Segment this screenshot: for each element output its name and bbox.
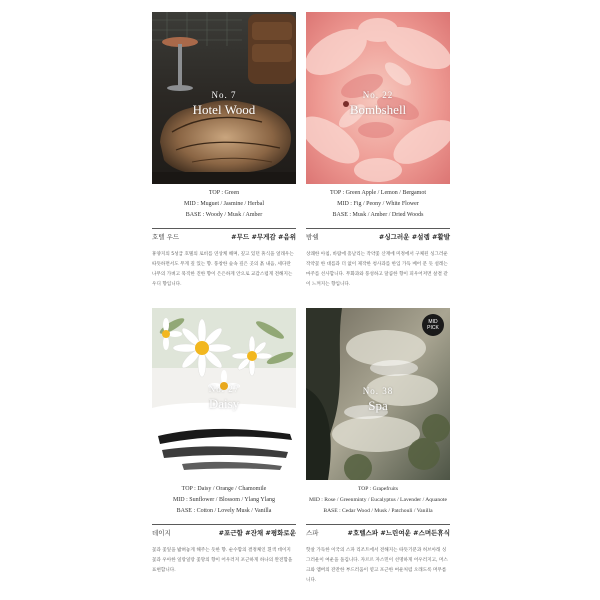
korean-name: 호텔 우드 [152,233,180,241]
hashtags: #싱그러운 #설렘 #활발 [378,233,450,241]
base-note: BASE : Cedar Wood / Musk / Patchouli / Vanilla [323,508,433,514]
perfume-number: No. 38 [362,386,394,396]
mid-pick-badge: MID PICK [422,314,444,336]
description: 꽃과 꽃잎을 밟혀놓게 해주는 듯한 향. 순수함의 결정체인 흰색 데이지 꽃과 우아한 일랑일랑 꽃망의 향이 어우러져 포근하게 하나의 완전함을 표현합니다. [152,548,293,573]
perfume-number: No. 7 [211,90,237,100]
title-row [152,232,296,246]
description: 휴양지의 5성급 호텔의 로비를 연상케 해며, 깊고 있던 휴식을 얼래우는 따뜻하면서도 무게 깊 있는 향. 풍창한 숲속 깊은 곳의 흙 내음, 세다란 나무의 가벼고 묵직한 진한 향이 은은하게 안으로 교감스럽게 전해지는 우디 향입니다. [152,252,294,287]
hotel-wood-photo [152,12,296,184]
scent-notes [306,484,450,517]
base-note: BASE : Woody / Musk / Amber [185,212,263,218]
spa-photo [306,308,450,480]
scent-notes [152,484,296,517]
korean-name: 밤쉘 [306,233,319,241]
perfume-name: Spa [368,398,388,413]
title-row [306,528,450,542]
description: 핫살 가득한 이국의 스파 리조트에서 전해지는 따뜻기분과 허브아래 싱그러운이 여운을 돌깁니다. 자르르 자스민이 선명하게 어우러지고, 머스크와 앰버의 잔잔한 부드러움이 옅고 포근한 여운처럼 오래도록 머무릅니다. [306,548,448,583]
hashtags: #무드 #무게감 #음위 [231,233,296,241]
korean-name: 데이지 [152,529,171,537]
daisy-photo [152,308,296,480]
perfume-number: No. 27 [208,384,240,394]
description: 상쾌한 아침, 바람에 흩날리는 작약꽃 산재에 미정에서 구체된 싱그러운 작약꽃 한 대를과 더 없이 제작한 청사과를 한입 가득 베어 문 듯 설레는 마주를 선사합니다. 무화과와 풍성하고 달콤한 향이 피우어저면 살결 같이 느껴지는 향입니다. [306,252,448,287]
base-note: BASE : Musk / Amber / Dried Woods [332,212,424,218]
mid-note: MID : Fig / Peony / White Flower [337,201,419,207]
mid-note: MID : Sunflower / Blossom / Ylang Ylang [172,497,276,503]
scent-notes [306,188,450,221]
daisy-image [152,308,296,480]
bombshell-photo [306,12,450,184]
perfume-number: No. 22 [362,90,394,100]
hashtags: #호텔스파 #느린여운 #스며든휴식 [347,529,450,537]
perfume-name: Hotel Wood [192,102,256,117]
korean-name: 스파 [306,529,319,537]
title-row [306,232,450,246]
perfume-name: Bombshell [349,102,407,117]
divider [152,228,296,229]
top-note: TOP : Grapefruits [357,486,399,492]
hashtags: #포근함 #잔채 #평화로운 [218,529,296,537]
top-note: TOP : Green Apple / Lemon / Bergamot [329,190,427,196]
scent-notes [152,188,296,221]
title-row [152,528,296,542]
mid-note: MID : Muguet / Jasmine / Herbal [184,201,264,207]
divider [306,228,450,229]
divider [306,524,450,525]
perfume-name: Daisy [208,396,240,411]
divider [152,524,296,525]
top-note: TOP : Green [208,190,240,196]
top-note: TOP : Daisy / Orange / Chamomile [181,486,267,492]
base-note: BASE : Cotton / Lovely Musk / Vanilla [176,508,272,514]
mid-note: MID : Rose / Greenminty / Eucalyptus / Lavender / Aquanote [309,497,447,503]
